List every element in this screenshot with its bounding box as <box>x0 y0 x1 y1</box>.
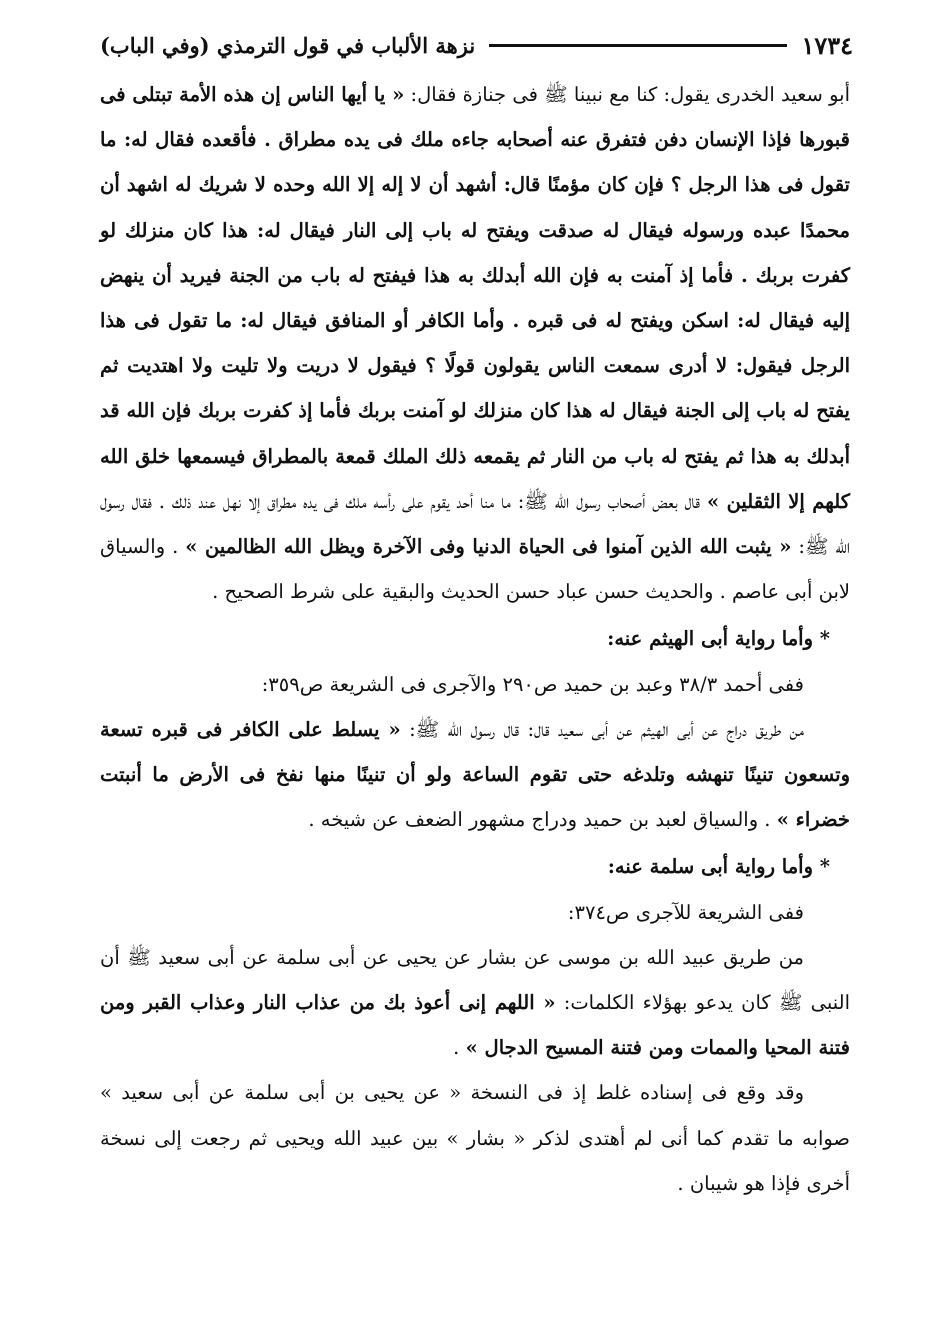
page-header <box>100 30 853 60</box>
text-run: من طريق عبيد الله بن موسى عن بشار عن يحيى عن أبى سلمة عن أبى سعيد ﷺ أن النبى ﷺ كان يدعو بهؤلاء الكلمات: <box>100 945 850 1015</box>
text-run: قال بعض أصحاب رسول الله ﷺ: ما منا أحد يقوم على رأسه ملك فى يده مطراق إلا نهل عند ذلك . فقال رسول الله ﷺ: <box>100 489 851 559</box>
text-run: ففى أحمد ٣٨/٣ وعبد بن حميد ص٢٩٠ والآجرى فى الشريعة ص٣٥٩: <box>261 672 804 696</box>
text-run: أبو سعيد الخدرى يقول: كنا مع نبينا ﷺ فى جنازة فقال: <box>404 83 850 106</box>
text-run: . والسياق لابن أبى عاصم . والحديث حسن عباد حسن الحديث والبقية على شرط الصحيح . <box>100 535 850 604</box>
paragraph <box>100 662 850 707</box>
page-number: ١٧٣٤ <box>801 30 853 60</box>
hadith-quote: « يا أيها الناس إن هذه الأمة تبتلى فى قبورها فإذا الإنسان دفن فتفرق عنه أصحابه جاءه ملك فى يده مطراق . فأقعده فقال له: ما تقول فى هذا الرجل ؟ فإن كان مؤمنًا قال: أشهد أن لا إله إلا الله وحده لا شريك له اشهد أن محمدًا عبده ورسوله فيقال له صدقت ويفتح له باب إلى النار فيقال له: هذا كان منزلك لو كفرت بربك . فأما إذ آمنت به فإن الله أبدلك به هذا فيفتح له باب من الجنة فيريد أن ينهض إليه فيقال له: اسكن ويفتح له فى قبره . وأما الكافر أو المنافق فيقال له: ما تقول فى هذا الرجل فيقول: لا أدرى سمعت الناس يقولون قولًا ؟ فيقول لا دريت ولا تليت ولا اهتديت ثم يفتح له باب إلى الجنة فيقال له هذا كان منزلك لو آمنت بربك فأما إذ كفرت بربك فإن الله قد أبدلك به هذا ثم يفتح له باب من النار ثم يقمعه ذلك الملك قمعة بالمطراق فيسمعها خلق الله كلهم إلا الثقلين » <box>100 83 851 513</box>
paragraph <box>100 1070 850 1206</box>
header-rule <box>489 44 787 47</box>
page-body <box>100 72 850 1206</box>
text-run: . والسياق لعبد بن حميد ودراج مشهور الضعف عن شيخه . <box>308 808 777 832</box>
paragraph <box>100 890 850 935</box>
paragraph <box>100 707 850 843</box>
hadith-quote: « اللهم إنى أعوذ بك من عذاب النار وعذاب القبر ومن فتنة المحيا والممات ومن فتنة المسيح الدجال » <box>100 991 850 1060</box>
text-run: . <box>453 1036 466 1060</box>
text-run: وقد وقع فى إسناده غلط إذ فى النسخة « عن يحيى بن أبى سلمة عن أبى سعيد » صوابه ما تقدم كما أنى لم أهتدى لذكر « بشار » بين عبيد الله ويحيى ثم رجعت إلى نسخة أخرى فإذا هو شيبان . <box>100 1081 850 1195</box>
paragraph <box>100 935 850 1071</box>
text-run: ففى الشريعة للآجرى ص٣٧٤: <box>567 900 804 924</box>
section-heading: * وأما رواية أبى سلمة عنه: <box>607 855 830 879</box>
text-run: من طريق دراج عن أبى الهيثم عن أبى سعيد قال: قال رسول الله ﷺ: <box>400 717 804 741</box>
section-heading: * وأما رواية أبى الهيثم عنه: <box>607 627 830 651</box>
paragraph <box>100 72 850 614</box>
running-title: نزهة الألباب في قول الترمذي (وفي الباب) <box>100 32 476 58</box>
hadith-quote: « يسلط على الكافر فى قبره تسعة وتسعون تنينًا تنهشه وتلدغه حتى تقوم الساعة ولو أن تنينًا منها نفخ فى الأرض ما أنبتت خضراء » <box>100 717 850 832</box>
hadith-quote: « يثبت الله الذين آمنوا فى الحياة الدنيا وفى الآخرة ويظل الله الظالمين » <box>185 535 792 559</box>
